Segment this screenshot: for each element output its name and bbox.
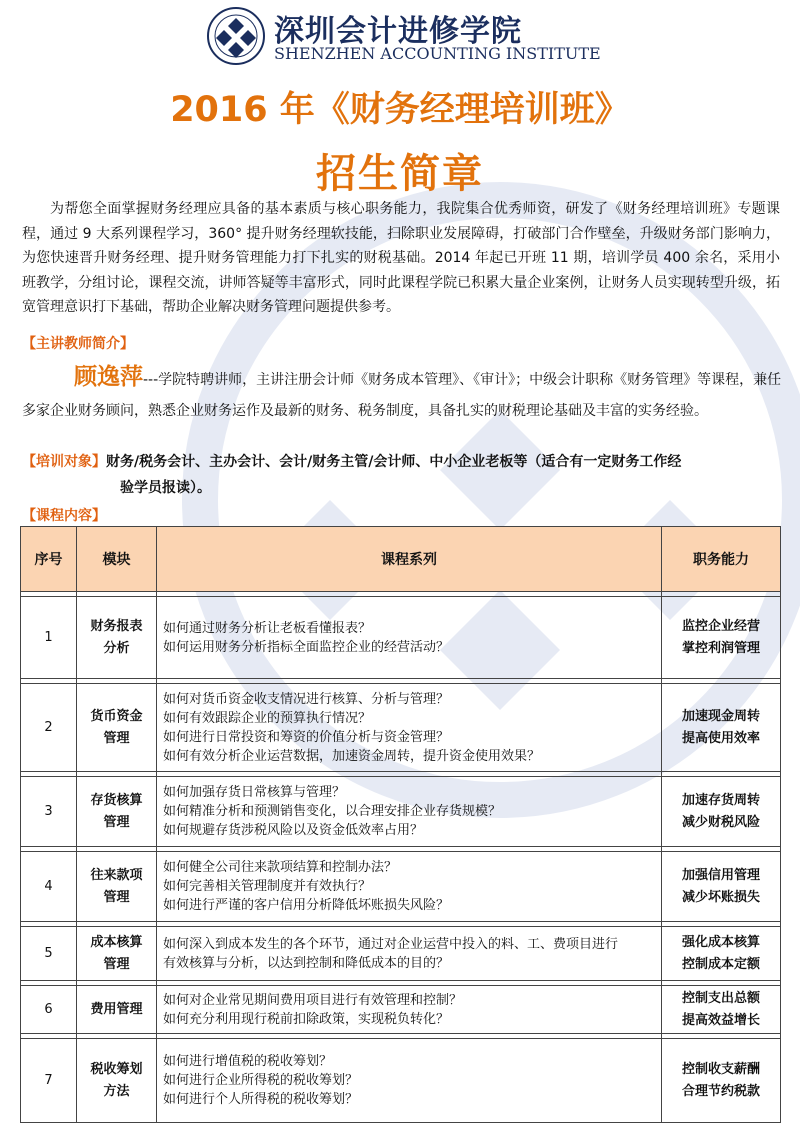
row-number: 2 <box>21 684 77 772</box>
row-ability: 强化成本核算 控制成本定额 <box>662 927 781 981</box>
table-row <box>21 777 781 847</box>
row-series: 如何健全公司往来款项结算和控制办法？ 如何完善相关管理制度并有效执行？ 如何进行严谨的客户信用分析降低坏账损失风险？ <box>157 852 662 922</box>
institute-header <box>206 6 601 66</box>
table-row <box>21 927 781 981</box>
column-header-ability: 职务能力 <box>662 527 781 592</box>
table-row <box>21 852 781 922</box>
table-row <box>21 986 781 1034</box>
institute-name-en: SHENZHEN ACCOUNTING INSTITUTE <box>274 44 601 63</box>
page-subtitle: 招生简章 <box>316 151 484 197</box>
column-header-module: 模块 <box>77 527 157 592</box>
row-ability: 加速存货周转 减少财税风险 <box>662 777 781 847</box>
row-number: 7 <box>21 1039 77 1123</box>
column-header-series: 课程系列 <box>157 527 662 592</box>
row-number: 4 <box>21 852 77 922</box>
column-header-num: 序号 <box>21 527 77 592</box>
row-series: 如何进行增值税的税收筹划？ 如何进行企业所得税的税收筹划？ 如何进行个人所得税的税收筹划？ <box>157 1039 662 1123</box>
row-number: 3 <box>21 777 77 847</box>
row-module: 财务报表 分析 <box>77 597 157 679</box>
institute-logo-icon <box>206 6 266 66</box>
intro-paragraph: 为帮您全面掌握财务经理应具备的基本素质与核心职务能力，我院集合优秀师资，研发了《财务经理培训班》专题课程，通过 9 大系列课程学习，360° 提升财务经理软技能，扫除职业发展障碍，打破部门合作壁垒，升级财务部门影响力，为您快速晋升财务经理、提升财务管理能力打下扎实的财税基础。2014 年起已开班 11 期，培训学员 400 余名，采用小班教学，分组讨论，课程交流，讲师答疑等丰富形式，同时此课程学院已积累大量企业案例，让财务人员实现转型升级，拓宽管理意识打下基础，帮助企业解决财务管理问题提供参考。 <box>22 201 780 315</box>
teacher-name: 顾逸萍 <box>74 364 143 390</box>
row-ability: 加强信用管理 减少坏账损失 <box>662 852 781 922</box>
table-row <box>21 684 781 772</box>
row-number: 6 <box>21 986 77 1034</box>
row-module: 成本核算 管理 <box>77 927 157 981</box>
row-ability: 控制收支薪酬 合理节约税款 <box>662 1039 781 1123</box>
teacher-bio: ---学院特聘讲师，主讲注册会计师《财务成本管理》、《审计》；中级会计职称《财务管理》等课程，兼任多家企业财务顾问，熟悉企业财务运作及最新的财务、税务制度，具备扎实的财税理论基础及丰富的实务经验。 <box>22 372 782 419</box>
target-section <box>22 449 792 501</box>
row-module: 存货核算 管理 <box>77 777 157 847</box>
row-module: 税收筹划 方法 <box>77 1039 157 1123</box>
table-row <box>21 1039 781 1123</box>
institute-name-cn: 深圳会计进修学院 <box>274 14 522 49</box>
row-series: 如何通过财务分析让老板看懂报表？ 如何运用财务分析指标全面监控企业的经营活动？ <box>157 597 662 679</box>
row-ability: 加速现金周转 提高使用效率 <box>662 684 781 772</box>
course-table <box>20 526 781 1123</box>
row-module: 往来款项 管理 <box>77 852 157 922</box>
target-text: 财务/税务会计、主办会计、会计/财务主管/会计师、中小企业老板等（适合有一定财务工作经 <box>106 454 682 470</box>
course-table-header <box>21 527 781 592</box>
row-series: 如何对货币资金收支情况进行核算、分析与管理？ 如何有效跟踪企业的预算执行情况？ 如何进行日常投资和筹资的价值分析与资金管理？ 如何有效分析企业运营数据，加速资金周转，提升资金使用效果？ <box>157 684 662 772</box>
page-title: 2016 年《财务经理培训班》 <box>170 90 630 130</box>
row-series: 如何深入到成本发生的各个环节，通过对企业运营中投入的料、工、费项目进行 有效核算与分析，以达到控制和降低成本的目的？ <box>157 927 662 981</box>
row-module: 货币资金 管理 <box>77 684 157 772</box>
row-number: 5 <box>21 927 77 981</box>
row-ability: 控制支出总额 提高效益增长 <box>662 986 781 1034</box>
course-section-heading: 【课程内容】 <box>22 508 106 524</box>
table-row <box>21 597 781 679</box>
row-module: 费用管理 <box>77 986 157 1034</box>
row-number: 1 <box>21 597 77 679</box>
row-ability: 监控企业经营 掌控利润管理 <box>662 597 781 679</box>
row-series: 如何加强存货日常核算与管理？ 如何精准分析和预测销售变化，以合理安排企业存货规模？ 如何规避存货涉税风险以及资金低效率占用？ <box>157 777 662 847</box>
teacher-intro <box>22 362 782 427</box>
target-section-heading: 【培训对象】 <box>22 454 106 470</box>
teacher-section-heading: 【主讲教师简介】 <box>22 336 134 352</box>
target-text-continued: 验学员报读）。 <box>120 480 211 496</box>
row-series: 如何对企业常见期间费用项目进行有效管理和控制？ 如何充分利用现行税前扣除政策，实现税负转化？ <box>157 986 662 1034</box>
